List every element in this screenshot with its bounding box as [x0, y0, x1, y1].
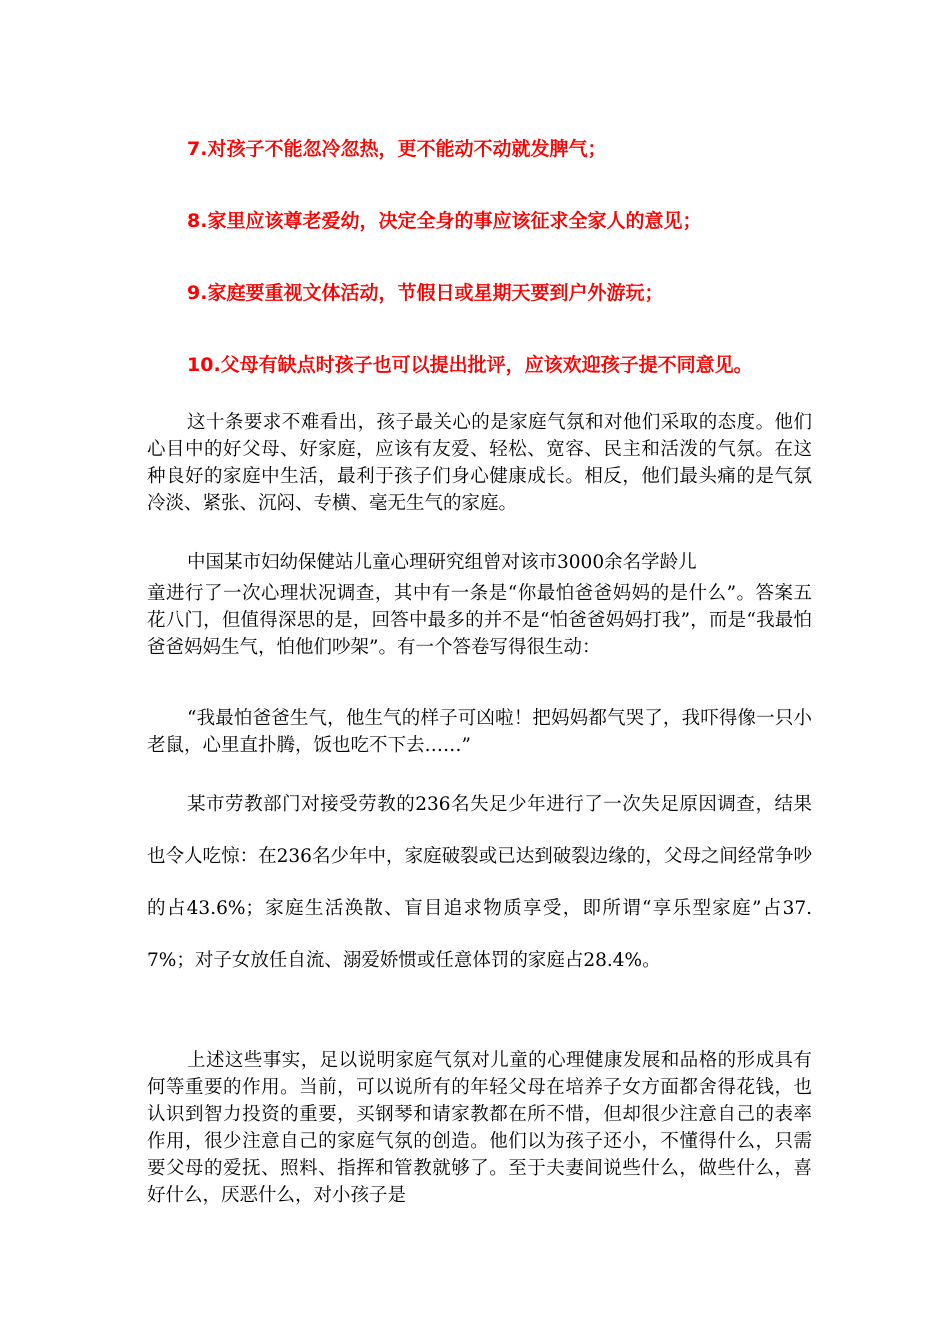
- rule-8: 8.家里应该尊老爱幼，决定全身的事应该征求全家人的意见；: [187, 210, 702, 232]
- quote-paragraph: “我最怕爸爸生气，他生气的样子可凶啦！把妈妈都气哭了，我吓得像一只小老鼠，心里直扑腾，饭也吃不下去……”: [147, 708, 812, 756]
- rule-7: 7.对孩子不能忽冷忽热，更不能动不动就发脾气；: [187, 138, 607, 160]
- survey-paragraph: 童进行了一次心理状况调查，其中有一条是“你最怕爸爸妈妈的是什么”。答案五花八门，但值得深思的是，回答中最多的并不是“怕爸爸妈妈打我”，而是“我最怕爸爸妈妈生气，怕他们吵架”。有一个答卷写得很生动：: [147, 583, 812, 658]
- rule-10: 10.父母有缺点时孩子也可以提出批评，应该欢迎孩子提不同意见。: [187, 354, 753, 376]
- labor-survey-paragraph: 某市劳教部门对接受劳教的236名失足少年进行了一次失足原因调查，结果也令人吃惊：在236名少年中，家庭破裂或已达到破裂边缘的，父母之间经常争吵的占43.6%；家庭生活涣散、盲目追求物质享受，即所谓“享乐型家庭”占37.7%；对子女放任自流、溺爱娇惯或任意体罚的家庭占28.4%。: [147, 794, 812, 971]
- summary-paragraph: 这十条要求不难看出，孩子最关心的是家庭气氛和对他们采取的态度。他们心目中的好父母、好家庭，应该有友爱、轻松、宽容、民主和活泼的气氛。在这种良好的家庭中生活，最利于孩子们身心健康成长。相反，他们最头痛的是气氛冷淡、紧张、沉闷、专横、毫无生气的家庭。: [147, 412, 812, 514]
- rule-9: 9.家庭要重视文体活动，节假日或星期天要到户外游玩；: [187, 282, 664, 304]
- survey-paragraph-first-line: 中国某市妇幼保健站儿童心理研究组曾对该市3000余名学龄儿: [187, 552, 697, 573]
- conclusion-paragraph: 上述这些事实，足以说明家庭气氛对儿童的心理健康发展和品格的形成具有何等重要的作用。当前，可以说所有的年轻父母在培养子女方面都舍得花钱，也认识到智力投资的重要，买钢琴和请家教都在所不惜，但却很少注意自己的表率作用，很少注意自己的家庭气氛的创造。他们以为孩子还小，不懂得什么，只需要父母的爱抚、照料、指挥和管教就够了。至于夫妻间说些什么，做些什么，喜好什么，厌恶什么，对小孩子是: [147, 1050, 812, 1206]
